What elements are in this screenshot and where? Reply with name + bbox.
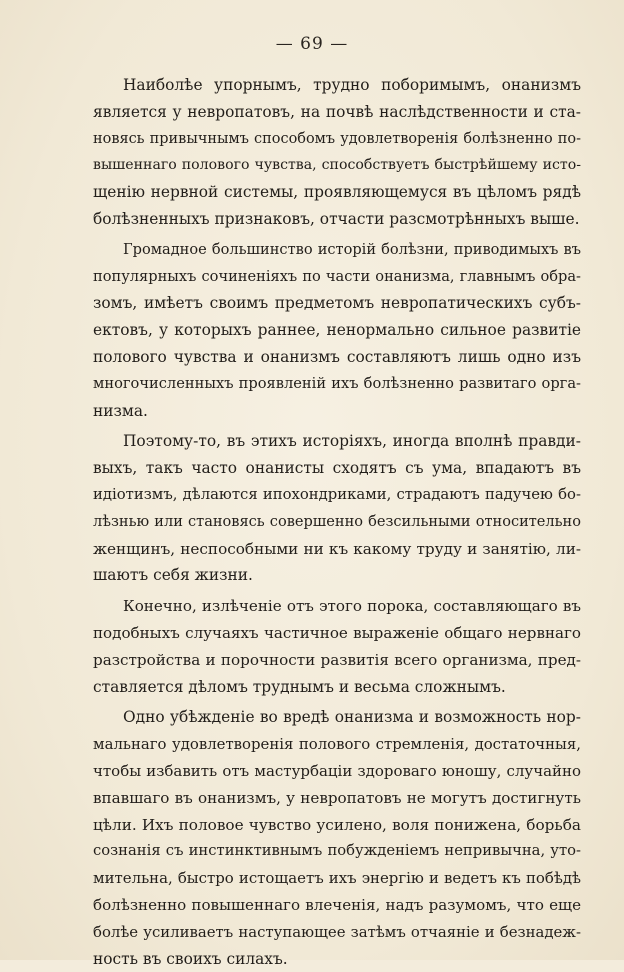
text-line: цѣли. Ихъ половое чувство усилено, воля понижена, борьба [93,812,581,839]
paragraph [93,237,581,425]
text-line: щенію нервной системы, проявляющемуся въ цѣломъ рядѣ [93,179,581,206]
text-line: популярныхъ сочиненіяхъ по части онанизма, главнымъ обра- [93,264,581,291]
text-line: Поэтому-то, въ этихъ исторіяхъ, иногда вполнѣ правди- [93,428,581,455]
text-line: новясь привычнымъ способомъ удовлетворенія болѣзненно по- [93,126,581,153]
text-line: зомъ, имѣетъ своимъ предметомъ невропатическихъ субъ- [93,290,581,317]
text-line: полового чувства и онанизмъ составляютъ лишь одно изъ [93,344,581,371]
body-text [93,72,581,972]
text-line: идіотизмъ, дѣлаются ипохондриками, страдаютъ падучею бо- [93,482,581,509]
text-line: болѣзненно повышеннаго влеченія, надъ разумомъ, что еще [93,892,581,919]
paragraph [93,593,581,700]
text-line: многочисленныхъ проявленій ихъ болѣзненно развитаго орга- [93,371,581,398]
text-line: мительна, быстро истощаетъ ихъ энергію и ведетъ къ побѣдѣ [93,865,581,892]
text-line: разстройства и порочности развитія всего организма, пред- [93,647,581,674]
paragraph [93,72,581,233]
text-line: шаютъ себя жизни. [93,562,581,589]
text-line: ность въ своихъ силахъ. [93,946,581,972]
text-line: сознанія съ инстинктивнымъ побужденіемъ непривычна, уто- [93,838,581,865]
text-line: подобныхъ случаяхъ частичное выраженіе общаго нервнаго [93,620,581,647]
text-line: лѣзнью или становясь совершенно безсильными относительно [93,509,581,536]
text-line: Громадное большинство исторій болѣзни, приводимыхъ въ [93,237,581,264]
text-line: Наиболѣе упорнымъ, трудно поборимымъ, онанизмъ [93,72,581,99]
text-line: женщинъ, неспособными ни къ какому труду и занятію, ли- [93,536,581,563]
paragraph [93,428,581,589]
text-line: впавшаго въ онанизмъ, у невропатовъ не могутъ достигнуть [93,785,581,812]
text-line: Одно убѣжденіе во вредѣ онанизма и возможность нор- [93,704,581,731]
text-line: болѣзненныхъ признаковъ, отчасти разсмотрѣнныхъ выше. [93,206,581,233]
page-number: — 69 — [0,34,624,54]
text-line: низма. [93,398,581,425]
text-line: Конечно, излѣченіе отъ этого порока, составляющаго въ [93,593,581,620]
text-line: выхъ, такъ часто онанисты сходятъ съ ума, впадаютъ въ [93,455,581,482]
text-line: мальнаго удовлетворенія полового стремленія, достаточныя, [93,731,581,758]
paragraph [93,704,581,972]
text-line: ставляется дѣломъ труднымъ и весьма сложнымъ. [93,674,581,701]
text-line: болѣе усиливаетъ наступающее затѣмъ отчаяніе и безнадеж- [93,919,581,946]
text-line: является у невропатовъ, на почвѣ наслѣдственности и ста- [93,99,581,126]
text-line: вышеннаго полового чувства, способствуетъ быстрѣйшему исто- [93,152,581,179]
text-line: чтобы избавить отъ мастурбаціи здороваго юношу, случайно [93,758,581,785]
text-line: ектовъ, у которыхъ раннее, ненормально сильное развитіе [93,317,581,344]
